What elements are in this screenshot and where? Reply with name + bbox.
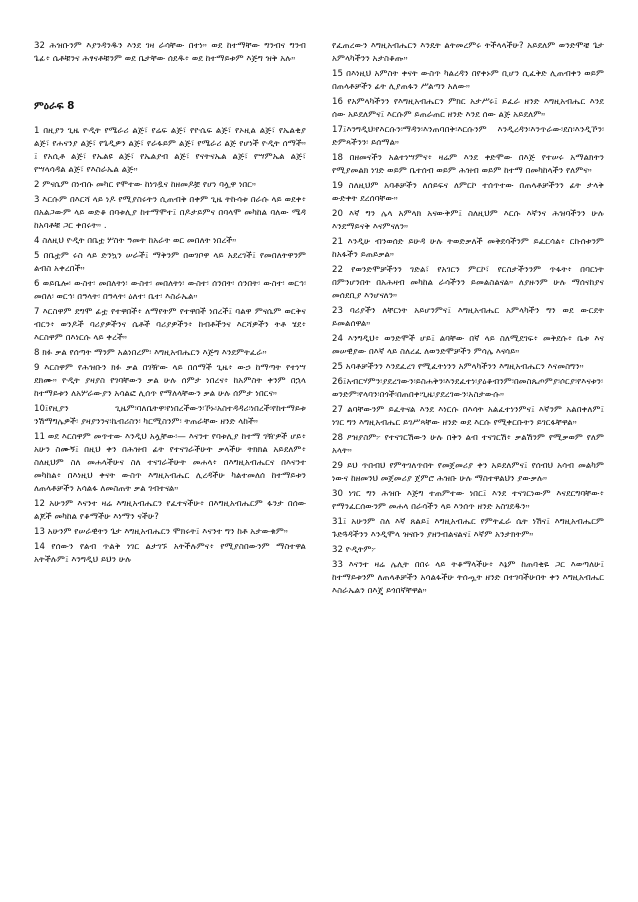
verse: የፈጠረውን እግዚአብሔርን እንዴት ልትመረምሩ ትችላላችሁ? አይደለም ወንድሞቼ ጌታ አምላካችንን አታስቆጡ። [332, 41, 604, 64]
verse: 33 እናንተ ዛሬ ሌሊት በበሩ ላይ ትቆማላችሁ፥ እኔም ከጠባቂዬ ጋር እወጣለሁ፤ ከተማይቱንም ለጠላቶቻችን አሳልፋችሁ ትሰጧት ዘንድ በተገባችሁበት ቀን እግዚአብሔር እስራኤልን በእጄ ይጎበኛቸዋል። [332, 560, 604, 596]
right-column [332, 40, 604, 600]
verse: 8 ክፉ ቃል የሰጣት ማንም አልነበረም፡ እግዚአብሔርን እጅግ እንደምትፈራ። [34, 348, 267, 358]
verse: 28 ዖዝያስም፦ የተናገርሽውን ሁሉ በቅን ልብ ተናገርሽ፥ ቃልሽንም የሚቃወም የለም አላት። [332, 433, 604, 456]
verse: 21 እንዲሁ ብንወሰድ ይሁዳ ሁሉ ትወድቃለች መቅደሳችንም ይፈርሳል፥ ርኩሰቱንም ከአፋችን ይጠይቃል። [332, 237, 604, 260]
verse: 13 አሁንም የሠራዊትን ጌታ እግዚአብሔርን ሞክሩት፤ እናንተ ግን ከቶ አታውቁም። [34, 527, 288, 537]
verse: 24 እንግዲህ፥ ወንድሞች ሆይ፤ ልባቸው በኛ ላይ ስለሚደገፍ፥ መቅደሱ፥ ቤቱ እና መሠዊያው በእኛ ላይ ስለረፈ ለወንድሞቻችን ምሳሌ እናሳይ። [332, 334, 604, 357]
verse: 5 በቤቷም ሩስ ላይ ድንኳን ሠራች፤ ማቅንም በወገቦዋ ላይ አደረገች፤ የመበለትዋንም ልብስ አቀረበች። [34, 251, 306, 274]
verse: 25 አባቶቻችንን እንደፈረገ የሚፈትነንን አምላካችንን እግዚአብሔርን እናመስግን። [332, 362, 584, 372]
chapter-heading: ምዕራፍ 8 [34, 100, 75, 112]
verse: 19 ስለዚህም አባቶቻችን ለሰይፍና ለምርኮ ተሰጥተው በጠላቶቻችንን ፊት ታላቅ ውድቀት ደረሰባቸው። [332, 181, 604, 204]
verse: 10፤የዚያን ጊዜም፡ባለቤትዋ፡የነበረችውን፡ኾኑ፡አስተዳዳሪ፡ነበረች፡የከተማይቱ ንሽማግሌዎች፡ ያዛያንንና፡ኬብሪስን፡ ካርሚስንም፡ ትጠራቸው ዘንድ ላከች። [34, 404, 306, 427]
verse: 20 እኛ ግን ሌላ አምላክ አናውቅም፤ ስለዚህም እርሱ እኛንና ሕዝባችንን ሁሉ እንደማይናቅ እናምናለን። [332, 209, 604, 232]
verse: 2 ምናሴም በነብሱ መካር የሞተው ከነገዷና ከዘመዶቿ የሆነ ባሏዋ ነበር። [34, 180, 257, 190]
verse: 7 እርስዋም ደግሞ ፊቷ የተዋበች፥ ለማየትም የተዋበች ነበረች፤ ባልዋ ምናሴም ወርቅና ብርን፥ ወንዶች ባሪያዎችንና ሴቶች ባሪያዎችን፥ ከብቶችንና እርሻዎችን ትቶ ሄደ፥ እርስዋም በእነርሱ ላይ ቀረች። [34, 307, 306, 343]
verse: 29 ይህ ጥበብህ የምትገለጥበት የመጀመሪያ ቀን አይደለምና፤ የሰብህ አሳብ መልካም ነውና ከዘመንህ መጀመሪያ ጀምሮ ሕዝቡ ሁሉ ማስተዋልህን ያውቃሉ። [332, 461, 604, 484]
intro-paragraph: 32 ሕዝቡንም እያንዳንዱን እንደ ገዛ ራሳቸው በተነ። ወደ ከተማቸው ግንብና ግንብ ጌፊ፥ ሴቶቹንና ሕፃናቶቹንም ወደ ቤታቸው ሰደዱ፥ ወደ ከተማይቱም እጅግ ዝቅ አሉ። [34, 41, 306, 64]
verse: 22 የወንድሞቻችንን ገድል፣ የአገርን ምርኮ፣ የርስታችንንም ጥፋት፥ በባርነት በምንሆንበት በአሕዛብ መካከል ራሳችንን ይመልስልናል። ለያዙንም ሁሉ ማሰናከያና መሰደቢያ እንሆናለን። [332, 265, 604, 301]
verse: 6 ወይቤሎ፡ ውስተ፡ መበለትነ፡ ውስተ፡ መበለትነ፡ ውስተ፡ ሰንበት፡ ሰንበት፡ ውስተ፡ ወርኅ፡ መበለ፡ ወርኅ፡ በዓላት፡ በዓላት፡ ዕለተ፡ ቤተ፡ እስራኤል። [34, 279, 306, 302]
verse: 4 ስለዚህ ዮዲት በቤቷ ሦስት ዓመት ከአራት ወር መበለት ነበረች። [34, 236, 237, 246]
verse: 31፤ አሁንም ስለ እኛ ጸልይ፤ እግዚአብሔር የምትፈራ ሴት ነሽና፤ እግዚአብሔርም ጉድጓዳችንን እንዲሞላ ዝናቡን ያዘንብልናልና፤ እኛም አንታክትም። [332, 517, 604, 540]
verse: 18 በዘመናችን አልተነሣምና፥ ዛሬም እንደ ቀድሞው በእጅ የተሠሩ አማልክትን የሚያመልክ ነገድ ወይም ቤተሰብ ወይም ሕዝብ ወይም ከተማ በመካከላችን የለምና። [332, 153, 604, 176]
verse: 9 እርስዋም የሕዝቡን ክፉ ቃል በገዥው ላይ በሰማች ጊዜ፥ ውኃ ከማጣት የተነሣ ደክሙ። ዮዲት ያዛያስ የገባቸውን ቃል ሁሉ ሰምታ ነበረና፥ ከአምስት ቀንም በኋላ ከተማይቱን ለአሦራውያን አሳልፎ ሊሰጥ የማለላቸውን ቃል ሁሉ ሰምታ ነበርና። [34, 363, 306, 399]
verse: 3 እርሱም በእርሻ ላይ ነዶ የሚያስሩትን ሲጠብቅ በቀም ጊዜ ትኩሳቱ በራሱ ላይ ወደቀ፥ በአልጋውም ላይ ወድቆ በባቱሊያ ከተማሞተ፤ በዶታይምና በባላሞ መካከል ባለው ሜዳ ከአባቶቹ ጋር ቀበሩት። . [34, 195, 306, 231]
verse: 17፤እንግዲህ፡የእርሱን፡ማዳን፡እንጠባበቅ፡እርሱንም እንዲረዳን፡እንጥራው፡ደስ፡እንዲኾን፡ድምጻችንን፡ ይሰማል። [332, 125, 604, 148]
verse: 27 ልባቸውንም ይፈትናል እንደ እነርሱ በእሳት አልፈተነንምና፤ እኛንም አልበቀለም፤ ነገር ግን እግዚአብሔር ይገሥጻቸው ዘንድ ወደ እርሱ የሚቀርቡትን ይገርፋቸዋል። [332, 405, 604, 428]
verse: 16 የአምላካችንን የእግዚአብሔርን ምክር አታሥሩ፤ ይፈራ ዘንድ እግዚአብሔር እንደ ሰው አይደለምና፤ እርሱም ይጠራጠር ዘንድ እንደ ሰው ልጅ አይደለም። [332, 97, 604, 120]
verse: 1 በዚያን ጊዜ ዮዲት የሜራሪ ልጅ፣ የሬፍ ልጅ፣ የዮሴፍ ልጅ፣ የኦዚል ልጅ፣ የኤልቂያ ልጅ፣ የሐናንያ ልጅ፣ የጌዲዎን ልጅ፣ የራፋይም ልጅ፣ የሜራሪ ልጅ የሆነች ዮዲት ሰማች። ፤ የአሲቶ ልጅ፣ የኤልዩ ልጅ፣ የኤልያብ ልጅ፣ የናትናኤል ልጅ፣ የሣምኤል ልጅ፣ የሣላሳዳል ልጅ፣ የእስራኤል ልጅ። [34, 126, 306, 175]
verse: 26፤አብርሃምን፡ያደረገውን፡ይስሐቅን፡እንደፈተነ፡ያዕቆብንም፡በመስጴጦምያ፡ሶርያ፡የእናቱን፡ወንድም፡የላባን፡በጎች፡በጠበቀ፡ጊዜ፡ያደረገውን፡አስታውሱ። [332, 377, 604, 400]
verse: 15 በእነዚህ አምስት ቀናት ውስጥ ካልረዳን በየቀኑም ቢሆን ሲፈቅድ ሊጠብቀን ወይም በጠላቶቻችን ፊት ሊያጠፋን ሥልጣን አለው። [332, 69, 604, 92]
verse: 32 ዮዲትም፦ [332, 545, 377, 555]
verse: 30 ነገር ግን ሕዝቡ እጅግ ተጠምተው ነበር፤ እንደ ተናገርነውም እናደርግባቸው፥ የማንፈርሰውንም መሐላ በራሳችን ላይ እንሰጥ ዘንድ አስገደዱን። [332, 489, 604, 512]
verse: 23 ባሪያችን ለቸርነት አይሆንምና፤ እግዚአብሔር አምላካችን ግን ወደ ውርደት ይመልሰዋል። [332, 306, 604, 329]
verse: 11 ወደ እርስዋም መጥተው እንዲህ አሏቸው፡— እናንተ የባቱሊያ ከተማ ገዥዎች ሆይ፥ አሁን ስሙኝ፤ በዚህ ቀን በሕዝብ ፊት የተናገራችሁት ቃላችሁ ትክክል አይደለም፥ ስለዚህም ስለ መሐላችሁና ስለ ተናገራችሁት መሐላ፥ በእግዚአብሔርና በእናንተ መካከል፥ በእነዚህ ቀናት ውስጥ እግዚአብሔር ሊረዳችሁ ካልተመለሰ ከተማይቱን ለጠላቶቻችን አሳልፋ ለመስጠት ቃል ገብተናል። [34, 432, 306, 494]
verse: 14 የሰውን የልብ ጥልቅ ነገር ልታገኙ አትችሉምና፥ የሚያስበውንም ማስተዋል አትችሉም፤ እንግዲህ ይህን ሁሉ [34, 542, 306, 565]
verse: 12 አሁንም እናንተ ዛሬ እግዚአብሔርን የፈተናችሁ፥ በእግዚአብሔርም ፋንታ በሰው ልጆች መካከል የቆማችሁ እነማን ናችሁ? [34, 499, 306, 522]
left-column [34, 40, 306, 569]
